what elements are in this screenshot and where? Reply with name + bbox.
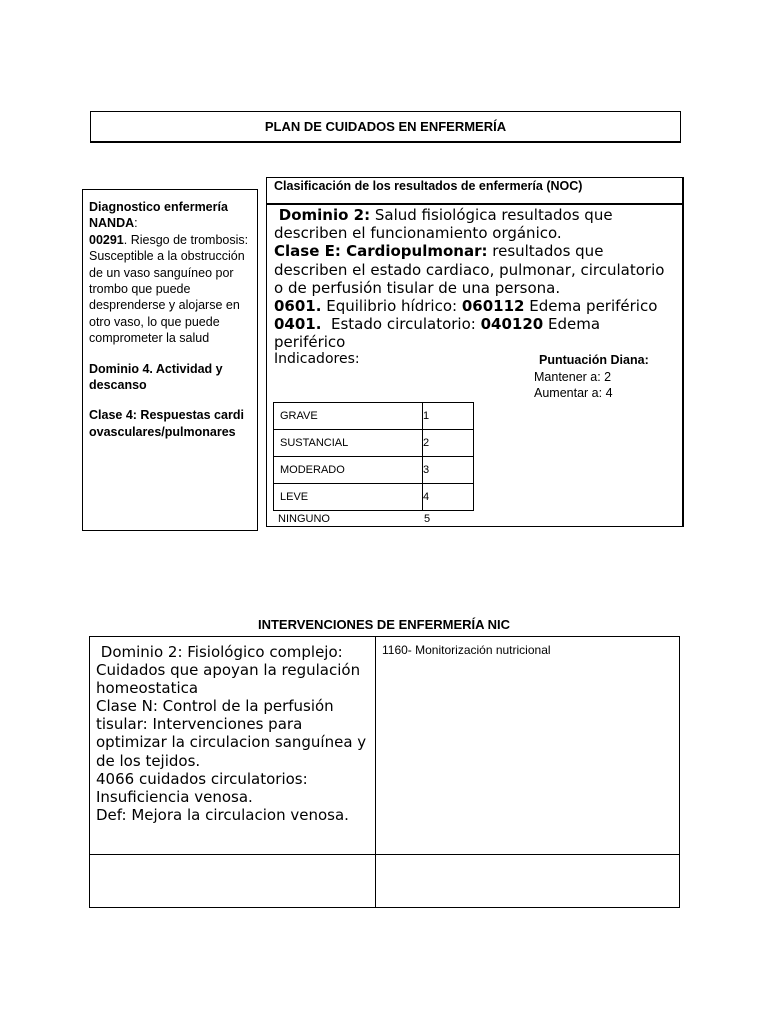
- nanda-class: Clase 4: Respuestas cardiovasculares/pulmonares: [89, 408, 244, 439]
- nic-empty-cell: [376, 855, 680, 908]
- scale-label: GRAVE: [274, 403, 423, 430]
- noc-outcome2-indicator-code: 040120: [480, 315, 544, 334]
- target-score-title: Puntuación Diana:: [539, 353, 649, 367]
- noc-body: [274, 206, 674, 352]
- nic-intervention-cell: 1160- Monitorización nutricional: [376, 637, 680, 855]
- noc-outcome2-name: Estado circulatorio:: [331, 315, 476, 334]
- noc-class-label: Clase E: Cardiopulmonar:: [274, 242, 488, 261]
- nic-table: [89, 636, 680, 908]
- scale-value: 3: [423, 457, 474, 484]
- scale-value: 2: [423, 430, 474, 457]
- plan-title-box: [90, 111, 681, 143]
- scale-value: 4: [423, 484, 474, 511]
- scale-row: [274, 430, 474, 457]
- target-increase: Aumentar a: 4: [534, 386, 613, 401]
- nic-line: Dominio 2: Fisiológico complejo:: [96, 643, 343, 661]
- nic-title: INTERVENCIONES DE ENFERMERÍA NIC: [257, 617, 511, 632]
- nic-line: Def: Mejora la circulacion venosa.: [96, 805, 349, 824]
- noc-domain-label: Dominio 2:: [278, 206, 371, 224]
- scale-label: NINGUNO: [278, 513, 330, 525]
- noc-outcome1-indicator-name: Edema periférico: [529, 297, 658, 316]
- noc-outcome1-name: Equilibrio hídrico:: [326, 297, 458, 316]
- noc-domain-text: Salud fisiológica resultados que describen el funcionamiento orgánico.: [274, 206, 613, 243]
- indicator-scale-table: [273, 402, 474, 511]
- scale-label: LEVE: [274, 484, 423, 511]
- nic-domain-cell: [90, 637, 376, 855]
- nanda-diagnosis-box: [82, 189, 258, 531]
- noc-heading: Clasificación de los resultados de enfermería (NOC): [267, 178, 682, 205]
- scale-row: [274, 403, 474, 430]
- nanda-code: 00291: [89, 232, 124, 247]
- plan-title: PLAN DE CUIDADOS EN ENFERMERÍA: [264, 119, 507, 134]
- scale-value: 1: [423, 403, 474, 430]
- nic-line: Cuidados que apoyan la regulación homeostatica: [96, 661, 361, 698]
- noc-outcome1-indicator-code: 060112: [461, 297, 525, 316]
- noc-outcome2-indicator-name: Edema periférico: [274, 315, 601, 352]
- nanda-heading: Diagnostico enfermería NANDA: [89, 200, 228, 231]
- scale-row-last: [278, 513, 431, 525]
- target-score: [534, 352, 649, 402]
- noc-class-text: resultados que describen el estado cardiaco, pulmonar, circulatorio o de perfusión tisular de una persona.: [274, 242, 665, 297]
- scale-label: SUSTANCIAL: [274, 430, 423, 457]
- nanda-domain: Dominio 4. Actividad y descanso: [89, 361, 223, 393]
- scale-row: [274, 457, 474, 484]
- target-maintain: Mantener a: 2: [534, 369, 612, 384]
- nic-line: Clase N: Control de la perfusión tisular: Intervenciones para optimizar la circulacion sanguínea y de los tejidos.: [96, 697, 367, 770]
- scale-row: [274, 484, 474, 511]
- nanda-diagnosis-text: Diagnostico enfermería NANDA: 00291. Riesgo de trombosis: Susceptible a la obstrucción de un vaso sanguíneo por trombo que puede desprenderse y alojarse en otro vaso, lo que puede comprometer la salud: [89, 200, 249, 346]
- nic-empty-cell: [90, 855, 376, 908]
- scale-value: 5: [424, 513, 431, 525]
- nanda-description: . Riesgo de trombosis: Susceptible a la obstrucción de un vaso sanguíneo por trombo que puede desprenderse y alojarse en otro vaso, lo que puede comprometer la salud: [89, 232, 249, 346]
- indicators-label: Indicadores:: [274, 351, 360, 367]
- scale-label: MODERADO: [274, 457, 423, 484]
- noc-outcome2-code: 0401.: [274, 315, 322, 334]
- nic-line: 4066 cuidados circulatorios: Insuficiencia venosa.: [96, 769, 308, 806]
- noc-outcome1-code: 0601.: [274, 297, 322, 316]
